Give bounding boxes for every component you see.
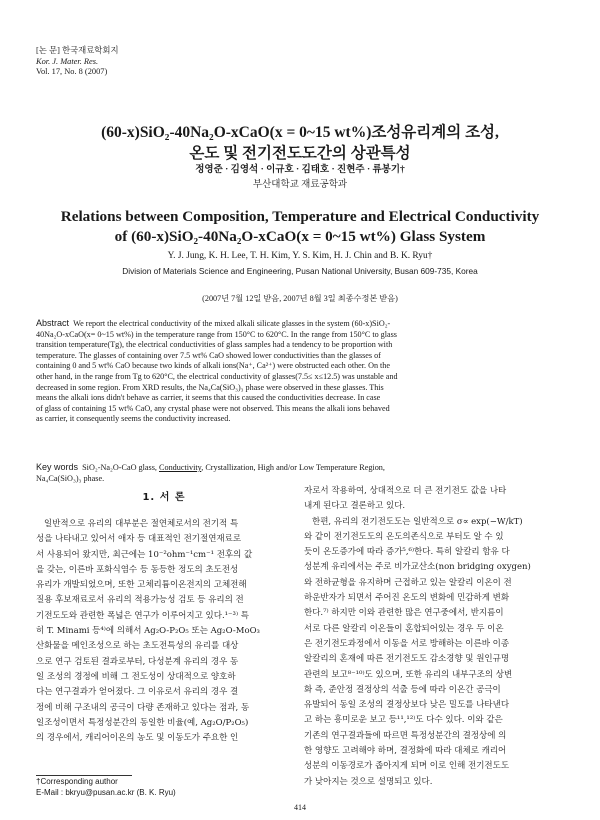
abstract-line: containing 0 and 5 wt% CaO because two kinds of alkali ions(Na⁺, Ca²⁺) were obstructed each other. On the <box>36 361 390 371</box>
english-title-line-1: Relations between Composition, Temperature and Electrical Conductivity <box>60 208 540 225</box>
body-line: 유발되어 동일 조성의 결정상보다 낮은 밀도를 나타낸다 <box>304 700 510 711</box>
received-dates: (2007년 7월 12일 받음, 2007년 8월 3일 최종수정본 받음) <box>202 294 398 303</box>
body-line: 서로 다른 알칼리 이온들이 혼합되어있는 경우 두 이온 <box>304 623 504 634</box>
abstract-line: as carrier, it consequently seems the conductivity increased. <box>36 414 231 424</box>
body-line: 기전도도와 관련한 폭넓은 연구가 이루어지고 있다.¹⁻³⁾ 특 <box>36 610 249 621</box>
keywords-label: Key words <box>36 462 79 472</box>
footnote-email: E-Mail : bkryu@pusan.ac.kr (B. K. Ryu) <box>36 787 176 797</box>
keywords-pre: SiO₂-Na₂O-CaO glass, <box>82 463 160 472</box>
english-authors: Y. J. Jung, K. H. Lee, T. H. Kim, Y. S. Kim, H. J. Chin and B. K. Ryu† <box>167 251 433 261</box>
keywords-line-1 <box>36 462 568 473</box>
journal-line-2: Kor. J. Mater. Res. <box>36 56 99 66</box>
abstract-line: transition temperature(Tg), the electrical conductivities of glass samples had a tendency to be proportion with <box>36 340 393 350</box>
footnote-line-1: †Corresponding author <box>36 777 118 786</box>
body-line: 고 하는 흥미로운 보고 등¹¹,¹²⁾도 다수 있다. 이와 같은 <box>304 715 503 726</box>
body-line: 의 경우에서, 캐리어이온의 농도 및 이동도가 주요한 인 <box>36 733 239 744</box>
footnote <box>36 777 176 798</box>
body-line: 한 영향도 고려해야 하며, 결정화에 따라 대체로 캐리어 <box>304 746 507 757</box>
body-line: 한편, 유리의 전기전도도는 일반적으로 σ∝ exp(−W/kT) <box>312 516 523 527</box>
keywords-post: , Crystallization, High and/or Low Temperature Region, <box>201 463 385 472</box>
abstract <box>36 318 568 425</box>
korean-title-line-2: 온도 및 전기전도도간의 상관특성 <box>189 145 411 162</box>
right-column <box>304 484 566 790</box>
body-line: 산화물을 메인조성으로 하는 초도전특성의 유리를 대상 <box>36 641 239 652</box>
english-title-line-2: of (60-x)SiO₂-40Na₂O-xCaO(x = 0~15 wt%) Glass System <box>114 228 486 245</box>
body-line: 가 낮아지는 것으로 설명되고 있다. <box>304 776 433 787</box>
abstract-line: other hand, in the range from Tg to 620°C, the electrical conductivity of glasses(7.5≤ x≤12.5) was unstable and <box>36 371 398 381</box>
body-line: 히 T. Minami 등⁴⁾에 의해서 Ag₂O-P₂O₅ 또는 Ag₂O-MoO₃ <box>36 626 260 637</box>
left-column <box>36 517 292 746</box>
body-line: 하운반자가 되면서 주어진 온도의 변화에 민감하게 변화 <box>304 593 510 604</box>
body-line: 듯이 온도증가에 따라 증가⁵,⁶⁾한다. 특히 알칼리 함유 다 <box>304 547 510 558</box>
abstract-line: temperature. The glasses of containing over 7.5 wt% CaO showed lower conductivities than the glasses of <box>36 350 381 360</box>
keyword-conductivity: Conductivity <box>159 463 202 472</box>
body-line: 일 조성의 경정에 비해 그 전도성이 상대적으로 양호하 <box>36 671 236 682</box>
body-line: 한다.⁷⁾ 하지만 이와 관련한 많은 연구중에서, 반지름이 <box>304 608 504 619</box>
body-line: 성분의 이동경로가 좁아지게 되며 이로 인해 전기전도도 <box>304 761 510 772</box>
body-line: 서 사용되어 왔지만, 최근에는 10⁻²ohm⁻¹cm⁻¹ 전후의 값 <box>36 549 253 560</box>
body-line: 관련의 보고⁸⁻¹⁰⁾도 있으며, 또한 유리의 내부구조의 상변 <box>304 669 513 680</box>
abstract-line: decreased in some region. From XRD results, the Na₄Ca(SiO₃)₃ phase were observed in these glasses. This <box>36 382 384 392</box>
body-line: 알칼리의 혼재에 따른 전기전도도 감소경향 및 원인규명 <box>304 654 510 665</box>
page-number: 414 <box>294 803 306 812</box>
body-line: 화 즉, 준안정 결정상의 석출 등에 따라 이온간 공극이 <box>304 684 501 695</box>
body-line: 을 갖는, 이른바 포화식염수 등 동등한 정도의 초도전성 <box>36 564 239 575</box>
journal-line-1: [논 문] 한국재료학회지 <box>36 46 119 55</box>
korean-title-line-1: (60-x)SiO₂-40Na₂O-xCaO(x = 0~15 wt%)조성유리계의 조성, <box>101 124 499 141</box>
body-line: 내게 된다고 결론하고 있다. <box>304 501 406 512</box>
body-line: 다는 연구결과가 얻어졌다. 그 이유로서 유리의 경우 결 <box>36 687 239 698</box>
abstract-line <box>36 318 568 330</box>
keywords-line-2: Na₄Ca(SiO₃)₃ phase. <box>36 474 105 483</box>
abstract-line: 40Na₂O-xCaO(x= 0~15 wt%) in the temperature range from 150°C to 620°C. In the range from 150°C to glass <box>36 329 397 339</box>
abstract-text: We report the electrical conductivity of the mixed alkali silicate glasses in the system (60-x)SiO₂- <box>73 319 391 328</box>
body-line: 은 전기전도과정에서 이동을 서로 방해하는 이른바 이종 <box>304 638 510 649</box>
english-affiliation: Division of Materials Science and Engineering, Pusan National University, Busan 609-735, Korea <box>122 266 478 276</box>
journal-line-3: Vol. 17, No. 8 (2007) <box>36 67 108 76</box>
korean-authors: 정영준 · 김영석 · 이규호 · 김태호 · 진현주 · 류봉기† <box>195 165 405 175</box>
body-line: 기존의 연구결과들에 따르면 특정성분간의 결정상에 의 <box>304 730 507 741</box>
journal-header <box>36 46 119 78</box>
body-line: 와 전하균형을 유지하며 근접하고 있는 알칼리 이온이 전 <box>304 577 512 588</box>
body-line: 성을 나타내고 있어서 애자 등 대표적인 전기절연재료로 <box>36 534 242 545</box>
body-line: 자로서 작용하여, 상대적으로 더 큰 전기전도 값을 나타 <box>304 486 507 496</box>
body-line: 와 같이 전기전도도의 온도의존식으로 부터도 알 수 있 <box>304 531 504 542</box>
body-line: 유리가 개발되었으며, 또한 고체리튬이온전지의 고체전해 <box>36 580 247 591</box>
section-heading-introduction: 1. 서 론 <box>142 492 186 503</box>
body-line: 으로 연구 검토된 결과로부터, 다성분계 유리의 경우 동 <box>36 656 239 667</box>
korean-affiliation: 부산대학교 재료공학과 <box>252 180 348 190</box>
body-line: 질용 후보재료로서 유리의 적용가능성 검토 등 유리의 전 <box>36 595 244 606</box>
body-line: 성분계 유리에서는 주로 비가교산소(non bridging oxygen) <box>304 562 531 573</box>
body-line: 일반적으로 유리의 대부분은 절연체로서의 전기적 특 <box>44 519 239 529</box>
abstract-label: Abstract <box>36 318 70 328</box>
keywords <box>36 462 568 484</box>
body-line: 일조성이면서 특정성분간의 동일한 비율(예, Ag₂O/P₂O₅) <box>36 717 249 728</box>
body-line: 정에 비해 구조내의 공극이 다량 존재하고 있다는 점과, 동 <box>36 702 250 713</box>
english-title <box>0 207 600 247</box>
korean-title <box>0 122 600 164</box>
footnote-divider <box>36 775 132 776</box>
abstract-line: of glass of containing 15 wt% CaO, any crystal phase were not observed. This means the alkali ions behaved <box>36 403 390 413</box>
abstract-line: means the alkali ions didn't behave as carrier, it seems that this caused the conductivities decrease. In case <box>36 393 381 403</box>
